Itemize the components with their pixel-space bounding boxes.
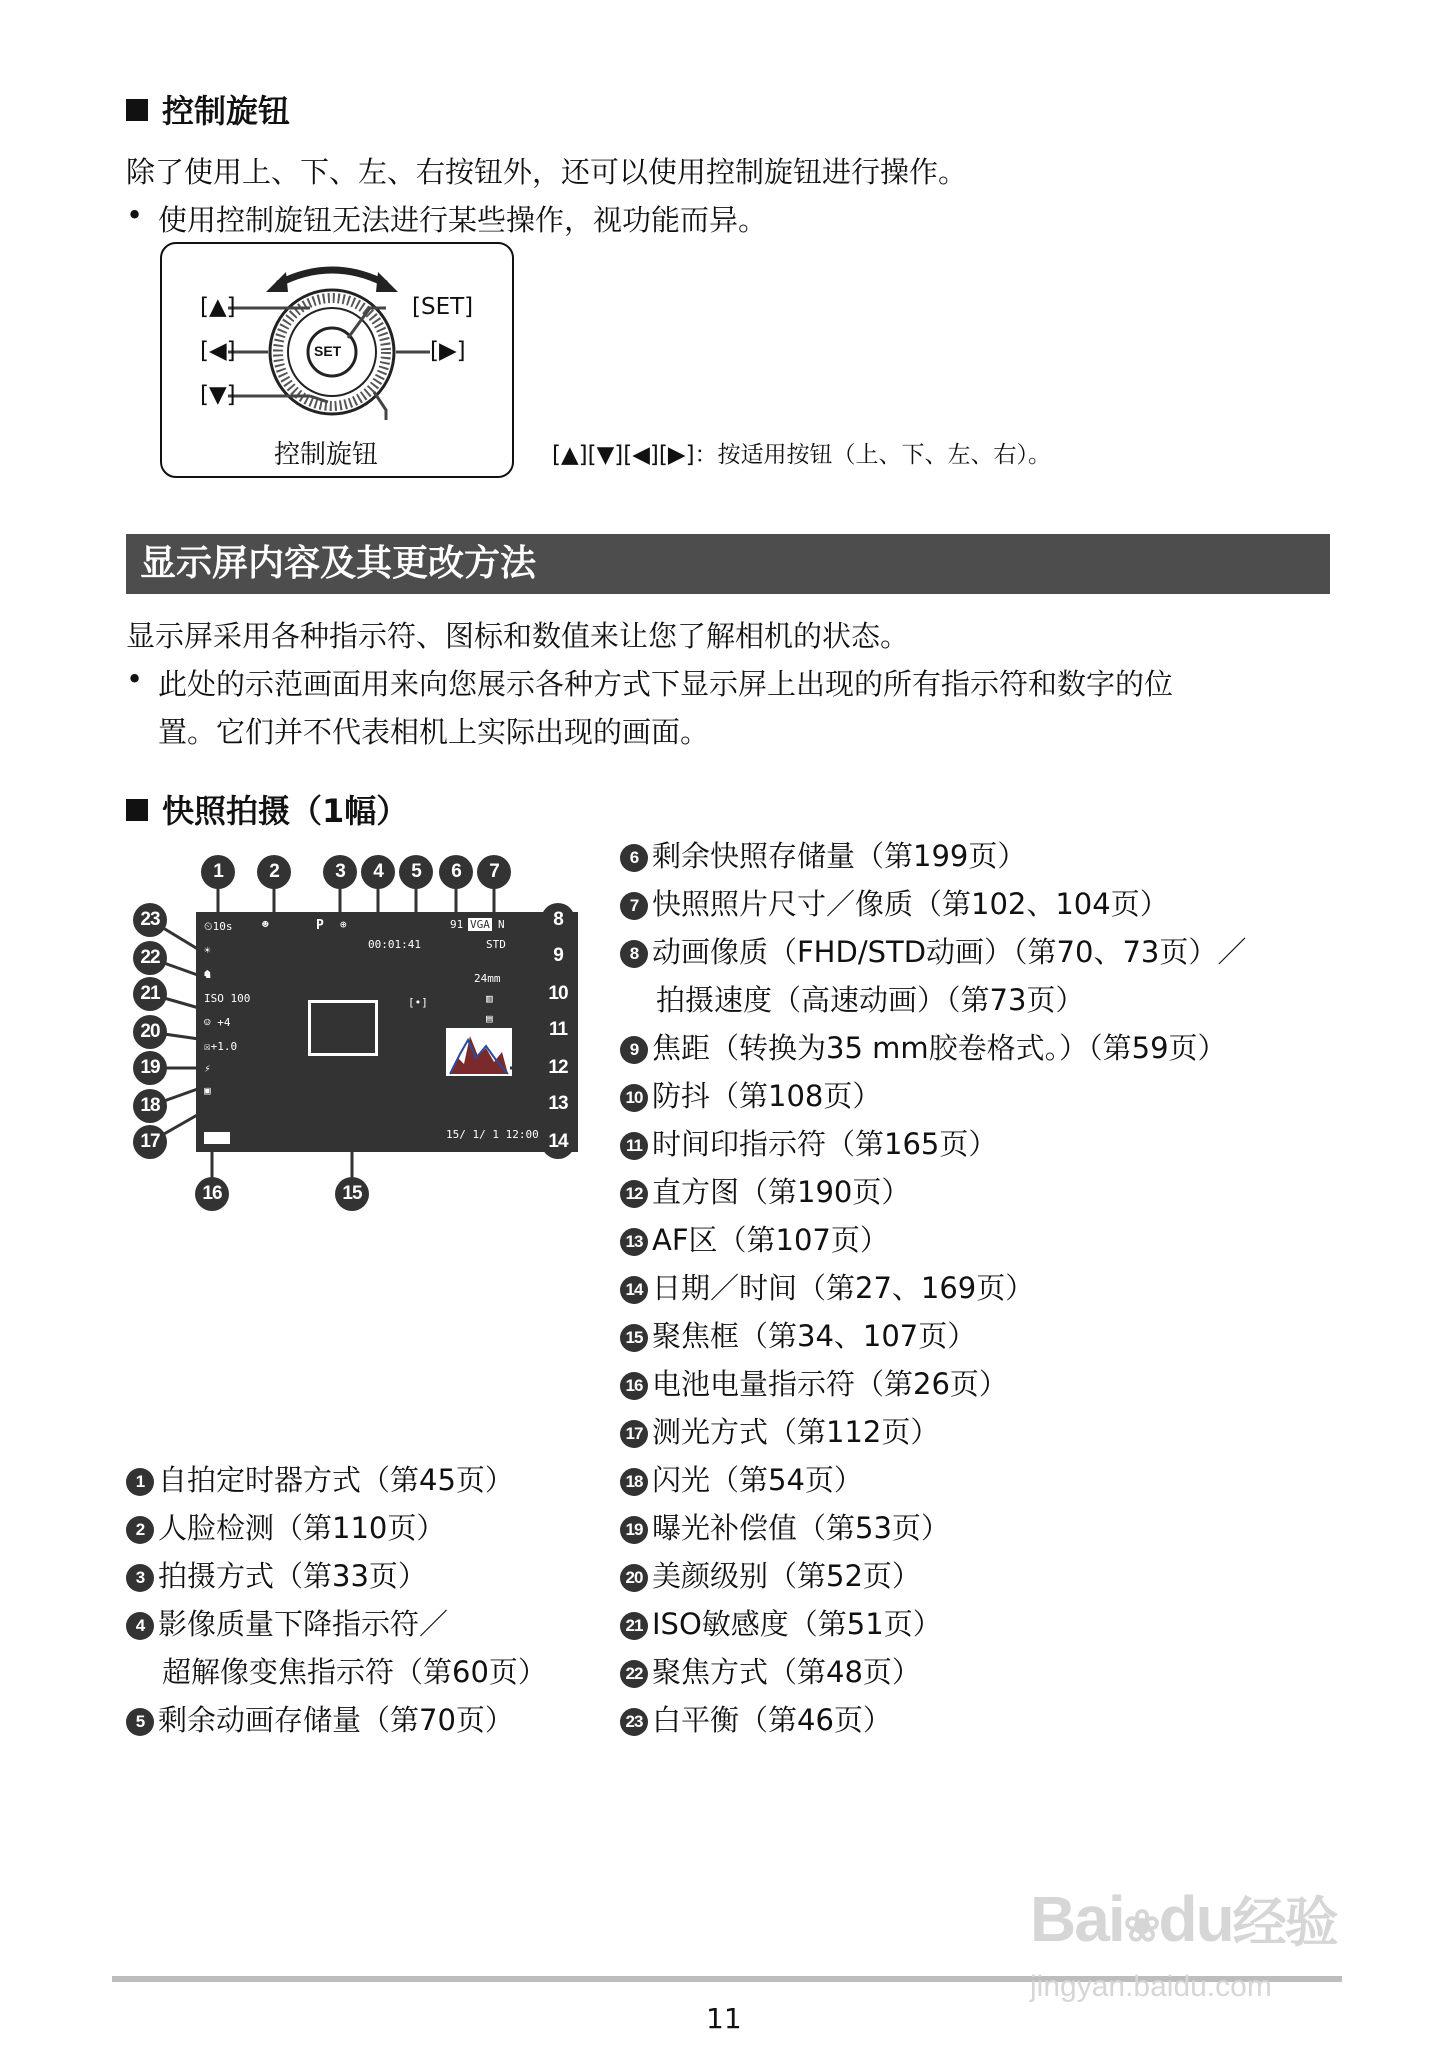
legend-item [126, 1460, 547, 1508]
legend-text: 拍摄速度（高速动画）（第73页） [656, 983, 1085, 1017]
callout-badge: 14 [541, 1125, 575, 1159]
dial-caption: 控制旋钮 [274, 440, 379, 470]
callout-number-badge: 4 [126, 1612, 154, 1640]
callout-number-badge: 6 [620, 844, 648, 872]
movie-remaining: 00:01:41 [368, 938, 421, 951]
legend-text: 剩余快照存储量（第199页） [652, 839, 1027, 873]
callout-badge: 7 [477, 855, 511, 889]
self-timer-readout: ⏲10s [204, 920, 233, 933]
focus-mode-icon: ☗ [204, 968, 211, 981]
callout-badge: 10 [541, 977, 575, 1011]
callout-badge: 9 [541, 939, 575, 973]
callout-badge: 11 [541, 1013, 575, 1047]
display-bullet: • 此处的示范画面用来向您展示各种方式下显示屏上出现的所有指示符和数字的位 [126, 662, 1174, 701]
flash-icon: ⚡ [204, 1062, 211, 1075]
callout-badge: 15 [335, 1177, 369, 1211]
zoom-quality-icon: ⊕ [340, 918, 347, 931]
dial-label-right: [▶] [430, 338, 466, 364]
callout-number-badge: 8 [620, 940, 648, 968]
callout-number-badge: 11 [620, 1132, 648, 1160]
callout-number-badge: 22 [620, 1660, 648, 1688]
legend-item [620, 1028, 1246, 1076]
snapshot-heading: 快照拍摄（1幅） [126, 786, 408, 832]
legend-text: 拍摄方式（第33页） [158, 1559, 427, 1593]
page-number: 11 [706, 2002, 742, 2035]
legend-item [620, 1316, 1246, 1364]
callout-badge: 2 [257, 855, 291, 889]
display-intro: 显示屏采用各种指示符、图标和数值来让您了解相机的状态。 [126, 619, 910, 653]
legend-item [126, 1556, 547, 1604]
legend-item [126, 1652, 547, 1700]
legend-text: ISO敏感度（第51页） [652, 1607, 942, 1641]
face-detect-icon: ☻ [262, 918, 269, 931]
dial-label-up: [▲] [200, 294, 236, 320]
legend-item [126, 1604, 547, 1652]
legend-text: 聚焦框（第34、107页） [652, 1319, 977, 1353]
callout-number-badge: 13 [620, 1228, 648, 1256]
legend-item [620, 884, 1246, 932]
shooting-mode: P [316, 918, 324, 933]
legend-text: 美颜级别（第52页） [652, 1559, 921, 1593]
callout-badge: 23 [133, 903, 167, 937]
callout-number-badge: 23 [620, 1708, 648, 1736]
metering-icon: ▣ [204, 1084, 211, 1097]
af-area-icon: [•] [408, 996, 428, 1009]
callout-badge: 17 [133, 1125, 167, 1159]
legend-text: 时间印指示符（第165页） [652, 1127, 998, 1161]
legend-text: 聚焦方式（第48页） [652, 1655, 921, 1689]
callout-badge: 5 [399, 855, 433, 889]
control-dial-bullet: • 使用控制旋钮无法进行某些操作，视功能而异。 [126, 198, 768, 237]
callout-number-badge: 17 [620, 1420, 648, 1448]
legend-item [620, 1412, 1246, 1460]
legend-item [620, 932, 1246, 980]
dial-note: [▲][▼][◀][▶]：按适用按钮（上、下、左、右）。 [552, 442, 1052, 468]
callout-number-badge: 14 [620, 1276, 648, 1304]
legend-item [620, 1460, 1246, 1508]
legend-item [620, 1604, 1246, 1652]
callout-number-badge: 5 [126, 1708, 154, 1736]
callout-badge: 8 [541, 903, 575, 937]
legend-item [620, 836, 1246, 884]
callout-number-badge: 7 [620, 892, 648, 920]
legend-text: 防抖（第108页） [652, 1079, 882, 1113]
legend-text: 超解像变焦指示符（第60页） [162, 1655, 547, 1689]
legend-item [620, 1172, 1246, 1220]
callout-badge: 20 [133, 1015, 167, 1049]
dial-set-button: SET [314, 343, 342, 359]
callout-badge: 21 [133, 977, 167, 1011]
legend-text: 焦距（转换为35 mm胶卷格式。）（第59页） [652, 1031, 1227, 1065]
callout-badge: 18 [133, 1089, 167, 1123]
legend-left [126, 1460, 547, 1748]
time-stamp-icon: ▤ [486, 1012, 493, 1025]
callout-number-badge: 20 [620, 1564, 648, 1592]
callout-badge: 6 [439, 855, 473, 889]
legend-text: 剩余动画存储量（第70页） [158, 1703, 514, 1737]
exposure-comp: ☒+1.0 [204, 1040, 238, 1053]
callout-badge: 3 [323, 855, 357, 889]
callout-badge: 19 [133, 1051, 167, 1085]
legend-text: 人脸检测（第110页） [158, 1511, 446, 1545]
legend-text: 快照照片尺寸／像质（第102、104页） [652, 887, 1169, 921]
display-section-title: 显示屏内容及其更改方法 [126, 534, 1330, 594]
legend-text: 电池电量指示符（第26页） [652, 1367, 1008, 1401]
date-time: 15/ 1/ 1 12:00 [446, 1128, 539, 1141]
callout-badge: 16 [195, 1177, 229, 1211]
remaining-shots: 91 [450, 918, 464, 931]
legend-item [126, 1508, 547, 1556]
legend-item [620, 1508, 1246, 1556]
legend-item [620, 1700, 1246, 1748]
control-dial-intro: 除了使用上、下、左、右按钮外，还可以使用控制旋钮进行操作。 [126, 155, 968, 189]
beauty-level: ☺ +4 [204, 1016, 231, 1029]
legend-item [620, 1220, 1246, 1268]
display-bullet-cont: 置。它们并不代表相机上实际出现的画面。 [158, 715, 710, 749]
callout-number-badge: 18 [620, 1468, 648, 1496]
callout-badge: 1 [201, 855, 235, 889]
image-size: VGA [470, 918, 490, 931]
callout-badge: 12 [541, 1051, 575, 1085]
legend-text: 曝光补偿值（第53页） [652, 1511, 950, 1545]
movie-quality: STD [486, 938, 506, 951]
dial-label-set: [SET] [412, 294, 474, 320]
callout-badge: 13 [541, 1087, 575, 1121]
legend-item [620, 1124, 1246, 1172]
legend-text: 测光方式（第112页） [652, 1415, 940, 1449]
legend-item [126, 1700, 547, 1748]
callout-number-badge: 10 [620, 1084, 648, 1112]
callout-badge: 4 [361, 855, 395, 889]
callout-number-badge: 12 [620, 1180, 648, 1208]
legend-text: 日期／时间（第27、169页） [652, 1271, 1035, 1305]
control-dial-heading: 控制旋钮 [126, 86, 290, 132]
legend-item [620, 980, 1246, 1028]
legend-text: 自拍定时器方式（第45页） [158, 1463, 514, 1497]
callout-number-badge: 2 [126, 1516, 154, 1544]
white-balance-icon: ☀ [204, 944, 211, 957]
image-quality: N [498, 918, 505, 931]
callout-number-badge: 9 [620, 1036, 648, 1064]
callout-number-badge: 21 [620, 1612, 648, 1640]
paw-icon: ❀ [1123, 1902, 1159, 1951]
legend-text: 白平衡（第46页） [652, 1703, 892, 1737]
callout-number-badge: 1 [126, 1468, 154, 1496]
watermark-logo: Bai❀du经验 [1030, 1883, 1337, 1955]
focal-length: 24mm [474, 972, 501, 985]
legend-item [620, 1364, 1246, 1412]
watermark-url: jingyan.baidu.com [1030, 1970, 1272, 2003]
legend-right [620, 836, 1246, 1748]
legend-text: 闪光（第54页） [652, 1463, 863, 1497]
dial-label-down: [▼] [200, 382, 236, 408]
legend-item [620, 1268, 1246, 1316]
callout-badge: 22 [133, 941, 167, 975]
callout-number-badge: 3 [126, 1564, 154, 1592]
callout-number-badge: 15 [620, 1324, 648, 1352]
anti-shake-icon: ▥ [486, 992, 493, 1005]
legend-item [620, 1556, 1246, 1604]
callout-number-badge: 19 [620, 1516, 648, 1544]
legend-text: 动画像质（FHD/STD动画）（第70、73页）／ [652, 935, 1247, 969]
legend-text: AF区（第107页） [652, 1223, 889, 1257]
iso-readout: ISO 100 [204, 992, 251, 1005]
callout-number-badge: 16 [620, 1372, 648, 1400]
legend-text: 影像质量下降指示符／ [158, 1607, 449, 1641]
legend-text: 直方图（第190页） [652, 1175, 911, 1209]
legend-item [620, 1652, 1246, 1700]
dial-label-left: [◀] [200, 338, 236, 364]
legend-item [620, 1076, 1246, 1124]
